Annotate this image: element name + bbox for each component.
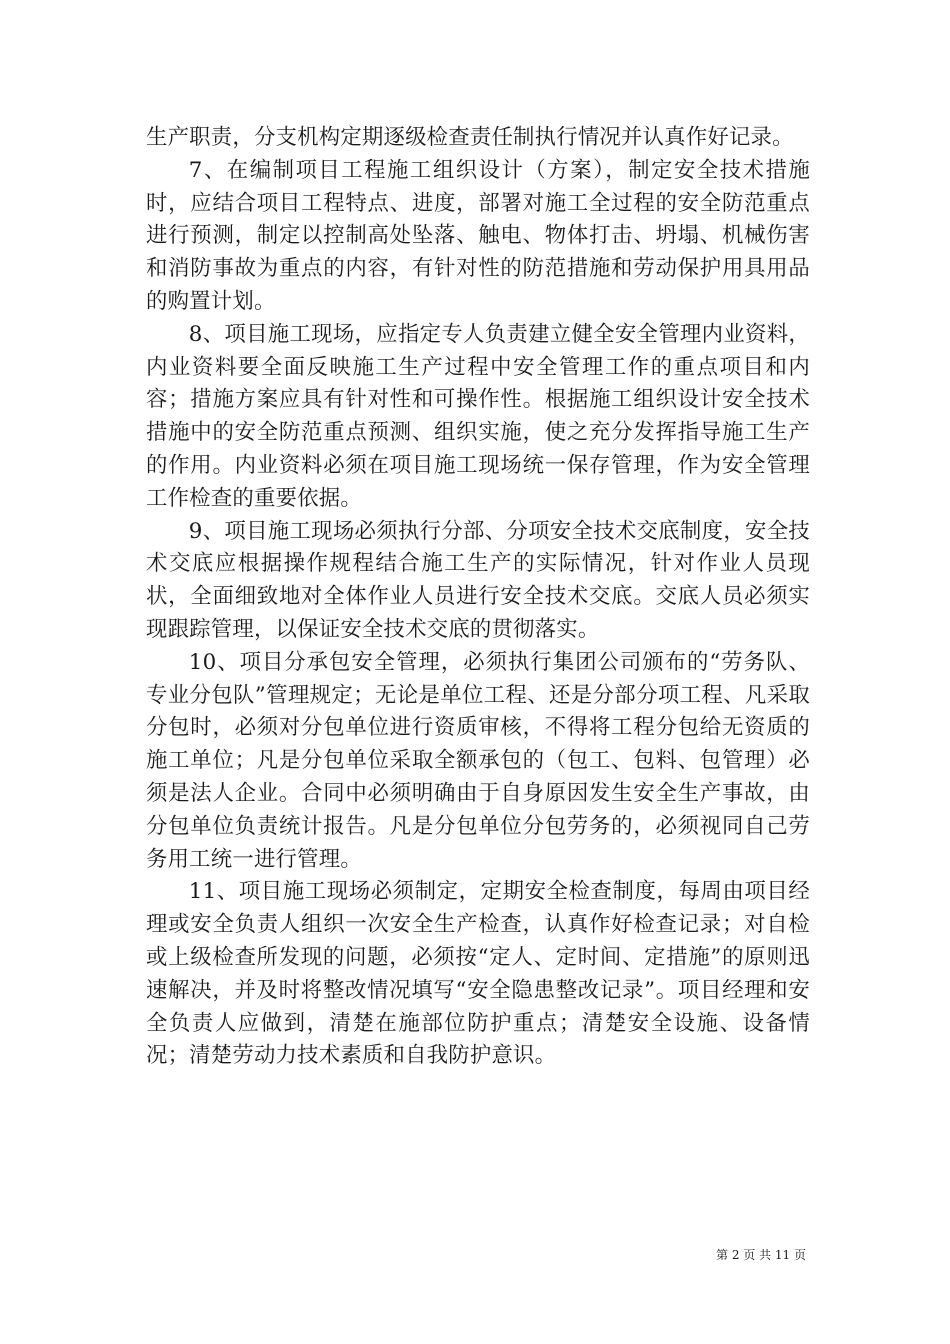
page-number-footer: 第 2 页 共 11 页 — [716, 1248, 806, 1262]
paragraph-item-7: 7、在编制项目工程施工组织设计（方案），制定安全技术措施时，应结合项目工程特点、进度，部署对施工全过程的安全防范重点进行预测，制定以控制高处坠落、触电、物体打击、坍塌、机械伤害和消防事故为重点的内容，有针对性的防范措施和劳动保护用具用品的购置计划。 — [146, 157, 810, 314]
paragraph-item-10: 10、项目分承包安全管理，必须执行集团公司颁布的“劳务队、专业分包队”管理规定；无论是单位工程、还是分部分项工程、凡采取分包时，必须对分包单位进行资质审核，不得将工程分包给无资质的施工单位；凡是分包单位采取全额承包的（包工、包料、包管理）必须是法人企业。合同中必须明确由于自身原因发生安全生产事故，由分包单位负责统计报告。凡是分包单位分包劳务的，必须视同自己劳务用工统一进行管理。 — [146, 649, 810, 872]
paragraph-item-11: 11、项目施工现场必须制定，定期安全检查制度，每周由项目经理或安全负责人组织一次安全生产检查，认真作好检查记录；对自检或上级检查所发现的问题，必须按“定人、定时间、定措施”的原则迅速解决，并及时将整改情况填写“安全隐患整改记录”。项目经理和安全负责人应做到，清楚在施部位防护重点；清楚安全设施、设备情况；清楚劳动力技术素质和自我防护意识。 — [146, 879, 810, 1069]
document-body — [146, 122, 810, 1073]
paragraph-item-9: 9、项目施工现场必须执行分部、分项安全技术交底制度，安全技术交底应根据操作规程结合施工生产的实际情况，针对作业人员现状，全面细致地对全体作业人员进行安全技术交底。交底人员必须实现跟踪管理，以保证安全技术交底的贯彻落实。 — [146, 518, 810, 642]
paragraph-item-8: 8、项目施工现场，应指定专人负责建立健全安全管理内业资料，内业资料要全面反映施工生产过程中安全管理工作的重点项目和内容；措施方案应具有针对性和可操作性。根据施工组织设计安全技术措施中的安全防范重点预测、组织实施，使之充分发挥指导施工生产的作用。内业资料必须在项目施工现场统一保存管理，作为安全管理工作检查的重要依据。 — [146, 321, 810, 511]
paragraph-continuation: 生产职责，分支机构定期逐级检查责任制执行情况并认真作好记录。 — [146, 125, 794, 150]
